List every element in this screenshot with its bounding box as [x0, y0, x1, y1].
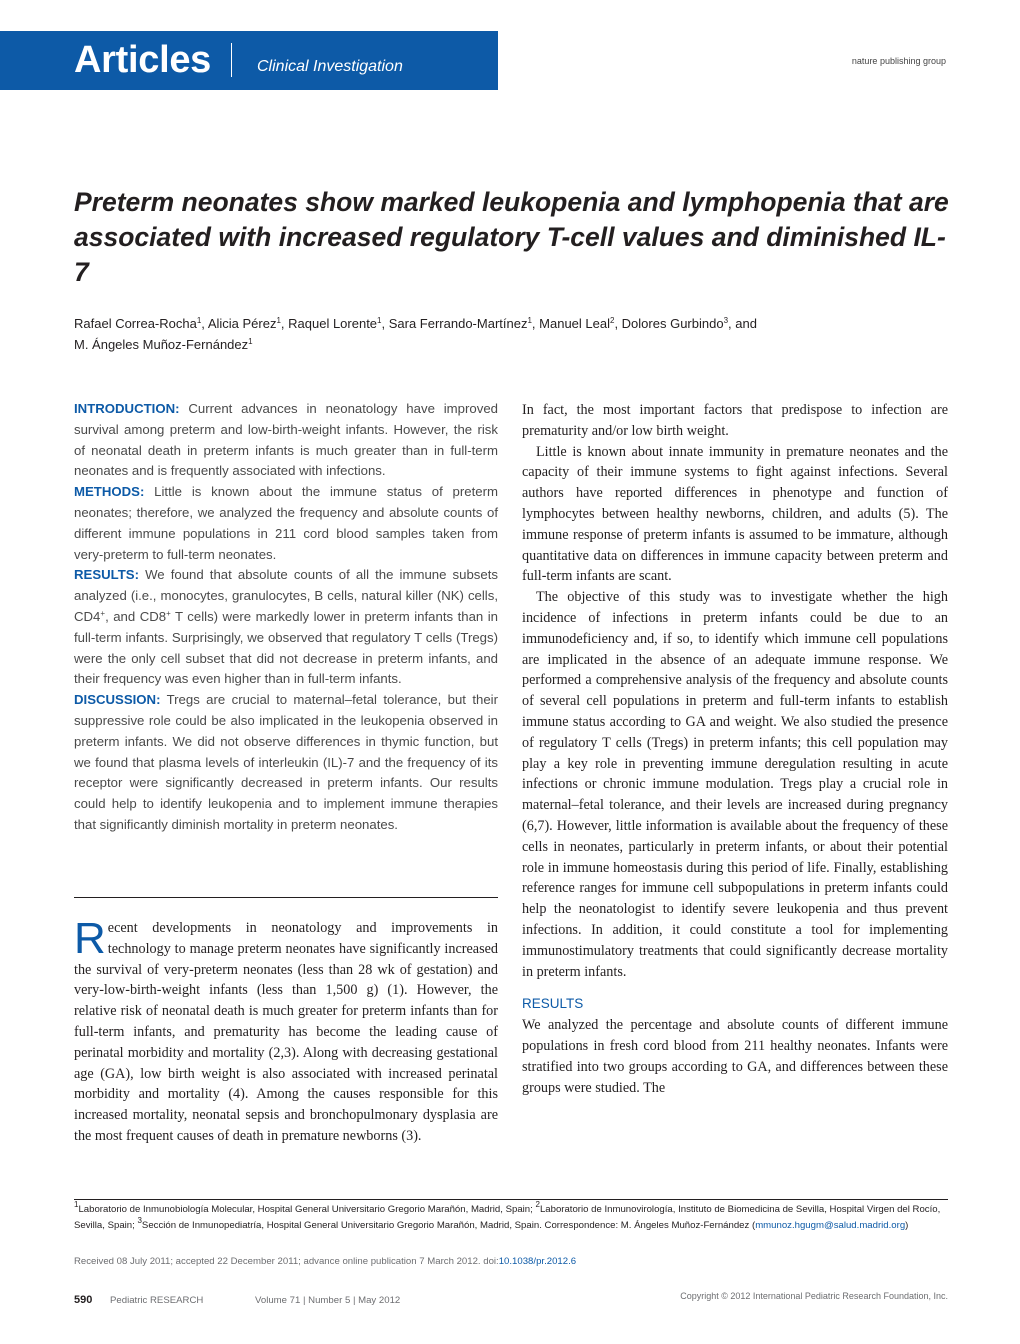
body-column-left	[74, 914, 498, 1147]
author-name: Dolores Gurbindo	[621, 316, 724, 331]
section-banner	[0, 31, 498, 90]
body-column-right	[522, 400, 948, 1098]
drop-cap: R	[74, 914, 106, 963]
intro-paragraph: Recent developments in neonatology and improvements in technology to manage preterm neonates have significantly increased the survival of very-preterm neonates (less than 28 wk of gestation) and very-low-birth-weight infants (less than 1,500 g) (1). However, the relative risk of neonatal death is much greater for preterm infants than for full-term infants, and prematurity has become the leading cause of perinatal morbidity and mortality (2,3). Along with decreasing gestational age (GA), low birth weight is also associated with increased perinatal morbidity and mortality (4). Among the causes responsible for this increased mortality, neonatal sepsis and bronchopulmonary dysplasia are the most frequent causes of death in premature newborns (3).	[74, 914, 498, 1144]
volume-info: Volume 71 | Number 5 | May 2012	[255, 1295, 401, 1306]
abstract-discussion: DISCUSSION: Tregs are crucial to maternal–fetal tolerance, but their suppressive role could be also implicated in the leukopenia observed in preterm infants. We did not observe differences in thymic function, but we found that plasma levels of interleukin (IL)-7 and the frequency of its receptor were significantly decreased in preterm infants. Our results could help to identify leukopenia and to implement immune therapies that significantly diminish mortality in preterm neonates.	[74, 692, 498, 832]
author-name: Manuel Leal	[539, 316, 610, 331]
section-label: Articles	[74, 39, 212, 81]
abstract-divider	[74, 897, 498, 898]
abstract	[74, 399, 498, 836]
abstract-methods: METHODS: Little is known about the immune status of preterm neonates; therefore, we analyzed the frequency and absolute counts of different immune populations in 211 cord blood samples taken from very-preterm to full-term neonates.	[74, 484, 498, 562]
correspondence-email-link[interactable]: mmunoz.hgugm@salud.madrid.org	[755, 1220, 906, 1231]
body-paragraph: The objective of this study was to investigate whether the high incidence of infections in preterm infants could be due to an immunodeficiency and, if so, to identify which immune cell populations are implicated in the absence of an adequate immune response. We performed a comprehensive analysis of the frequency and absolute counts of several cell populations in preterm and full-term infants to establish immune status according to GA and weight. We also studied the presence of regulatory T cells (Tregs) in preterm infants; this cell population may play a key role in preventing immune deregulation resulting in acute infections or chronic immune modulation. Tregs play a crucial role in maternal–fetal tolerance, and their levels are increased during pregnancy (6,7). However, little information is available about the frequency of these cells in neonates, particularly in preterm infants, or about their potential role in immune homeostasis during this period of life. Finally, establishing reference ranges for immune cell subpopulations in preterm infants could help the neonatologist to identify severe leukopenia and thus prevent infections. In addition, it could constitute a tool for implementing immunostimulatory treatments that could significantly decrease mortality in preterm infants.	[522, 589, 948, 980]
received-dates: Received 08 July 2011; accepted 22 December 2011; advance online publication 7 March 2012. doi:10.1038/pr.2012.6	[74, 1256, 577, 1267]
body-paragraph: We analyzed the percentage and absolute counts of different immune populations in fresh cord blood from 211 healthy neonates. Infants were stratified into two groups according to GA, and differences between these groups were studied. The	[522, 1017, 948, 1096]
author-name: Alicia Pérez	[207, 316, 277, 331]
publisher-name: nature publishing group	[851, 56, 946, 66]
article-title: Preterm neonates show marked leukopenia and lymphopenia that are associated with increased regulatory T-cell values and diminished IL-7	[74, 187, 949, 287]
journal-name: Pediatric RESEARCH	[110, 1295, 204, 1306]
author-name: Raquel Lorente	[288, 316, 378, 331]
doi-link[interactable]: 10.1038/pr.2012.6	[498, 1256, 577, 1267]
body-paragraph: Little is known about innate immunity in premature neonates and the capacity of their immune systems to fight against infections. Several authors have reported differences in phenotype and function of lymphocytes between healthy newborns, children, and adults (5). The immune response of preterm infants is assumed to be immature, although quantitative data on differences in immune capacity between preterm and full-term infants are scant.	[522, 443, 948, 585]
footer-divider	[74, 1199, 948, 1200]
author-name: Sara Ferrando-Martínez	[388, 316, 528, 331]
results-heading: RESULTS	[522, 996, 584, 1012]
subsection-label: Clinical Investigation	[257, 58, 403, 75]
abstract-results: RESULTS: We found that absolute counts of all the immune subsets analyzed (i.e., monocytes, granulocytes, B cells, natural killer (NK) cells, CD4+, and CD8+ T cells) were markedly lower in preterm infants than in full-term infants. Surprisingly, we observed that regulatory T cells (Tregs) were the only cell subset that did not decrease in preterm infants, and their frequency was even higher than in full-term infants.	[74, 567, 498, 687]
copyright: Copyright © 2012 International Pediatric Research Foundation, Inc.	[680, 1291, 948, 1301]
affiliations: $^1$Laboratorio de Inmunobiología Molecular, Hospital General Universitario Gregorio Marañón, Madrid, Spain; $^2$Laboratorio de Inmunovirología, Instituto de Biomedicina de Sevilla, Hospital Virgen del Rocío, Sevilla, Spain; $^3$Sección de Inmunopediatría, Hospital General Universitario Gregorio Marañón, Madrid, Spain. Correspondence: M. Ángeles Muñoz-Fernández (mmunoz.hgugm@salud.madrid.org)	[74, 1200, 941, 1231]
page-number: 590	[74, 1294, 93, 1306]
abstract-introduction: INTRODUCTION: Current advances in neonatology have improved survival among preterm and low-birth-weight infants. However, the risk of neonatal death in preterm infants is much greater than in full-term neonates and is frequently associated with infections.	[74, 401, 498, 479]
body-paragraph: In fact, the most important factors that predispose to infection are prematurity and/or low birth weight.	[522, 402, 948, 439]
author-name: M. Ángeles Muñoz-Fernández	[74, 337, 249, 352]
banner-divider	[231, 43, 232, 77]
author-name: Rafael Correa-Rocha	[74, 316, 197, 331]
author-list: Rafael Correa-Rocha$^1$, Alicia Pérez$^1$, Raquel Lorente$^1$, Sara Ferrando-Martínez$^1$, Manuel Leal$^2$, Dolores Gurbindo$^3$, and M. Ángeles Muñoz-Fernández$^1$	[74, 316, 757, 352]
